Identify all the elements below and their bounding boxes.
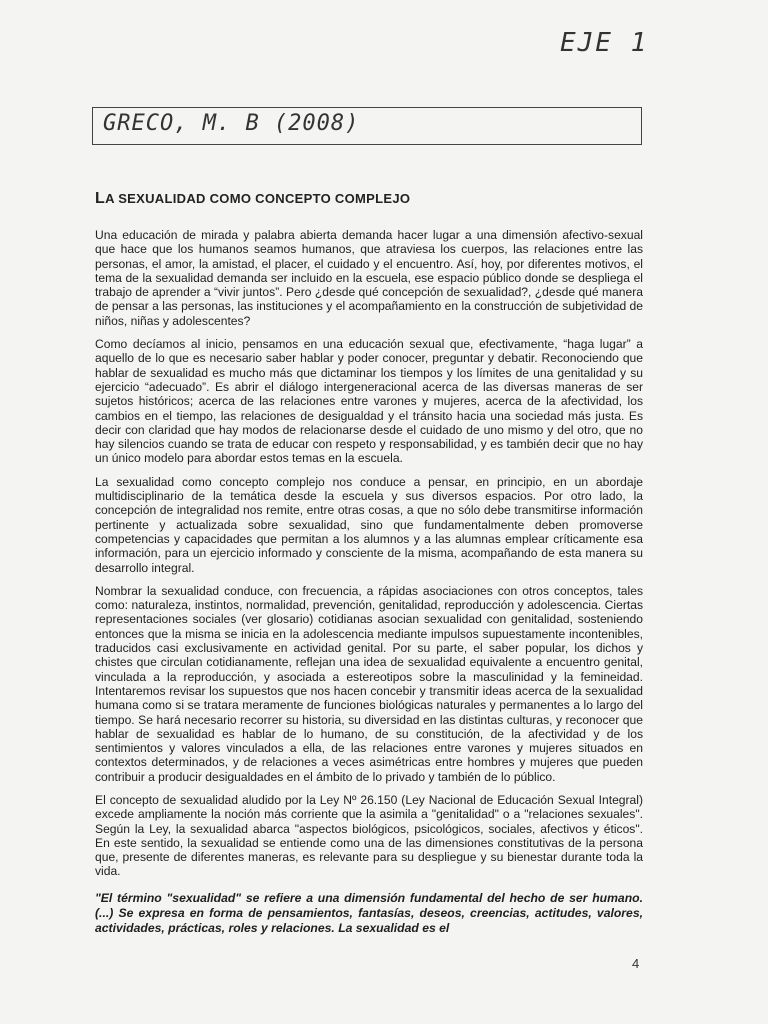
section-title — [95, 190, 410, 208]
section-title-rest: A SEXUALIDAD COMO CONCEPTO COMPLEJO — [105, 191, 411, 206]
page-number: 4 — [632, 956, 640, 971]
paragraph-2: Como decíamos al inicio, pensamos en una educación sexual que, efectivamente, “haga lugar” a aquello de lo que es necesario saber hablar y poder conocer, preguntar y debatir. Reconociendo que hablar de sexualidad es mucho más que dictaminar los tiempos y los límites de una genitalidad y su ejercicio “adecuado”. Es abrir el diálogo intergeneracional acerca de las diversas maneras de ser sujetos históricos; acerca de las relaciones entre varones y mujeres, acerca de la afectividad, los cambios en el tiempo, las relaciones de desigualdad y el tránsito hacia una sociedad más justa. Es decir con claridad que hay modos de relacionarse desde el cuidado de uno mismo y del otro, que no hay silencios cuando se trata de educar con respeto y responsabilidad, y es también decir que no hay un único modelo para abordar estos temas en la escuela. — [95, 337, 643, 466]
paragraph-1: Una educación de mirada y palabra abierta demanda hacer lugar a una dimensión afectivo-sexual que hace que los humanos seamos humanos, que atraviesa los cuerpos, las relaciones entre las personas, el amor, la amistad, el placer, el cuidado y el encuentro. Así, hoy, por diferentes motivos, el tema de la sexualidad demanda ser incluido en la escuela, ese espacio público donde se despliega el trabajo de aprender a “vivir juntos”. Pero ¿desde qué concepción de sexualidad?, ¿desde qué manera de pensar a las personas, las instituciones y el acompañamiento en la construcción de subjetividad de niños, niñas y adolescentes? — [95, 228, 643, 328]
citation-text: GRECO, M. B (2008) — [103, 111, 360, 136]
paragraph-3: La sexualidad como concepto complejo nos conduce a pensar, en principio, en un abordaje multidisciplinario de la temática desde la escuela y sus diversos espacios. Por otro lado, la concepción de integralidad nos remite, entre otras cosas, a que no sólo debe transmitirse información pertinente y actualizada sobre sexualidad, sino que fundamentalmente deben promoverse competencias y capacidades que permitan a los alumnos y a las alumnas emplear críticamente esa información, para un ejercicio informado y consciente de la misma, acompañando de esta manera su desarrollo integral. — [95, 474, 643, 575]
body-text — [95, 228, 643, 945]
handwritten-note: EJE 1 — [560, 28, 649, 58]
section-title-initial: L — [95, 190, 106, 207]
citation-box — [92, 107, 642, 145]
quote-paragraph: "El término "sexualidad" se refiere a una dimensión fundamental del hecho de ser humano. (...) Se expresa en forma de pensamientos, fantasías, deseos, creencias, actitudes, valores, actividades, prácticas, roles y relaciones. La sexualidad es el — [95, 890, 643, 935]
paragraph-4: Nombrar la sexualidad conduce, con frecuencia, a rápidas asociaciones con otros conceptos, tales como: naturaleza, instintos, normalidad, prevención, genitalidad, reproducción y adolescencia. Ciertas representaciones sociales (ver glosario) cotidianas asocian sexualidad con genitalidad, sosteniendo entonces que la misma se inicia en la adolescencia mediante impulsos supuestamente incontenibles, traducidos casi exclusivamente en actividad genital. Por su parte, el saber popular, los dichos y chistes que circulan cotidianamente, reflejan una idea de sexualidad equivalente a encuentro genital, vinculada a la reproducción, y asociada a estereotipos sobre la masculinidad y la femineidad. Intentaremos revisar los supuestos que nos hacen concebir y transmitir ideas acerca de la sexualidad humana como si se tratara meramente de funciones biológicas naturales y permanentes a lo largo del tiempo. Se hará necesario recorrer su historia, su diversidad en las distintas culturas, y reconocer que hablar de sexualidad es hablar de lo humano, de su constitución, de la afectividad y de los sentimientos y valores vinculados a ella, de las relaciones entre varones y mujeres situados en contextos determinados, y de relaciones a veces asimétricas entre hombres y mujeres que pueden contribuir a producir desigualdades en el ámbito de lo privado y también de lo público. — [95, 583, 643, 784]
paragraph-5: El concepto de sexualidad aludido por la Ley Nº 26.150 (Ley Nacional de Educación Sexual Integral) excede ampliamente la noción más corriente que la asimila a "genitalidad" o a "relaciones sexuales". Según la Ley, la sexualidad abarca "aspectos biológicos, psicológicos, sociales, afectivos y éticos". En este sentido, la sexualidad se entiende como una de las dimensiones constitutivas de la persona que, presente de diferentes maneras, es relevante para su despliegue y su bienestar durante toda la vida. — [95, 792, 643, 879]
